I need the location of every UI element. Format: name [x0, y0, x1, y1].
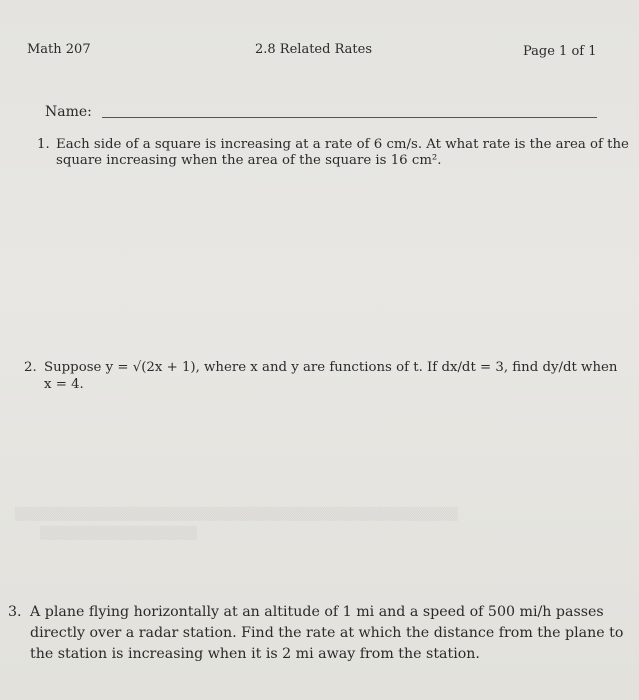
question-1-line-2: square increasing when the area of the square is 16 cm².	[56, 153, 442, 168]
question-3-number: 3.	[8, 604, 22, 620]
topic-title: 2.8 Related Rates	[255, 42, 372, 57]
question-3-line-2: directly over a radar station. Find the rate at which the distance from the plane to	[30, 625, 624, 641]
question-1-number: 1.	[37, 137, 50, 152]
bleed-through-text-2: ▒▒▒▒▒▒▒▒▒▒▒▒▒▒▒▒▒	[40, 526, 197, 540]
question-3-line-1: A plane flying horizontally at an altitude of 1 mi and a speed of 500 mi/h passes	[30, 604, 604, 620]
page-number: Page 1 of 1	[523, 44, 597, 59]
question-1-line-1: Each side of a square is increasing at a rate of 6 cm/s. At what rate is the area of the	[56, 137, 629, 152]
bleed-through-text: ▒▒▒▒▒▒▒▒▒▒▒▒▒▒▒▒▒▒▒▒▒▒▒▒▒▒▒▒▒▒▒▒▒▒▒▒▒▒▒▒▒▒▒▒▒▒▒▒	[15, 507, 458, 521]
question-3-line-3: the station is increasing when it is 2 mi away from the station.	[30, 646, 480, 662]
question-2-line-2: x = 4.	[44, 377, 84, 392]
question-2-number: 2.	[24, 360, 37, 375]
name-label: Name:	[45, 104, 92, 120]
question-2-line-1: Suppose y = √(2x + 1), where x and y are functions of t. If dx/dt = 3, find dy/dt when	[44, 360, 618, 375]
name-field-line[interactable]	[102, 117, 597, 118]
course-label: Math 207	[27, 42, 91, 57]
